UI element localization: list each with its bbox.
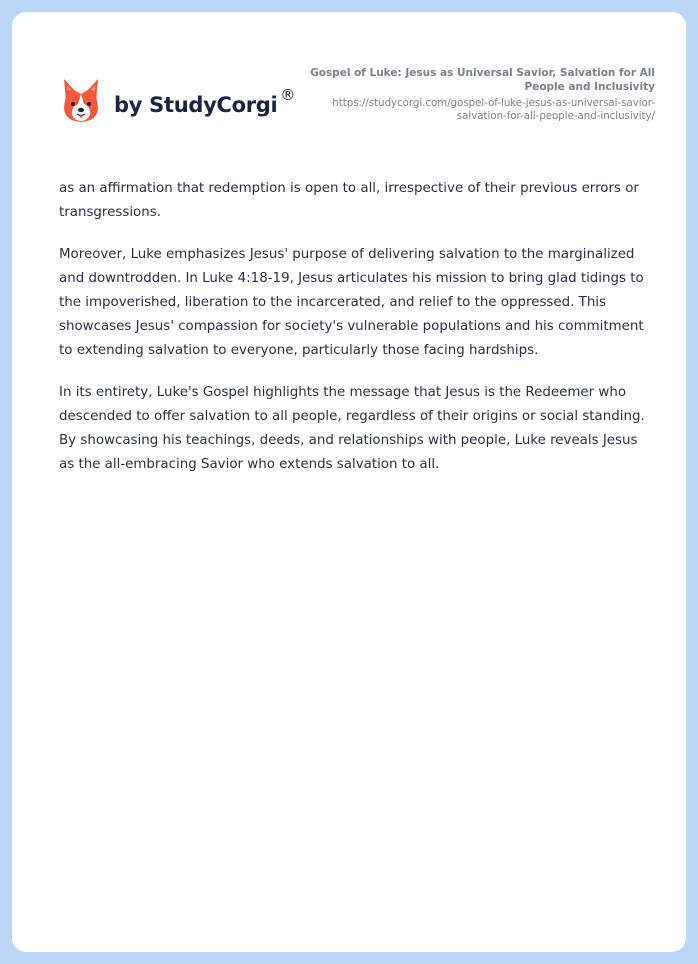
document-meta: [295, 66, 655, 123]
paragraph: as an affirmation that redemption is open to all, irrespective of their previous errors or transgressions.: [59, 181, 639, 220]
page-header: [12, 12, 686, 162]
paragraph: Moreover, Luke emphasizes Jesus' purpose of delivering salvation to the marginalized and downtrodden. In Luke 4:18-19, Jesus articulates his mission to bring glad tidings to the impoverished, liberation to the incarcerated, and relief to the oppressed. This showcases Jesus' compassion for society's vulnerable populations and his commitment to extending salvation to everyone, particularly those facing hardships.: [59, 247, 644, 358]
logo-wordmark: by StudyCorgi: [114, 93, 278, 117]
document-url-link[interactable]: https://studycorgi.com/gospel-of-luke-jesus-as-universal-savior-salvation-for-all-people-and-inclusivity/: [332, 98, 655, 122]
document-title: Gospel of Luke: Jesus as Universal Savior, Salvation for All People and Inclusivity: [310, 67, 655, 93]
corgi-logo-icon: [60, 77, 102, 125]
document-body: [59, 177, 654, 495]
registered-mark: ®: [280, 86, 296, 104]
document-page: [12, 12, 686, 952]
paragraph: In its entirety, Luke's Gospel highlights the message that Jesus is the Redeemer who descended to offer salvation to all people, regardless of their origins or social standing. By showcasing his teachings, deeds, and relationships with people, Luke reveals Jesus as the all-embracing Savior who extends salvation to all.: [59, 385, 645, 472]
studycorgi-logo[interactable]: [60, 76, 295, 126]
